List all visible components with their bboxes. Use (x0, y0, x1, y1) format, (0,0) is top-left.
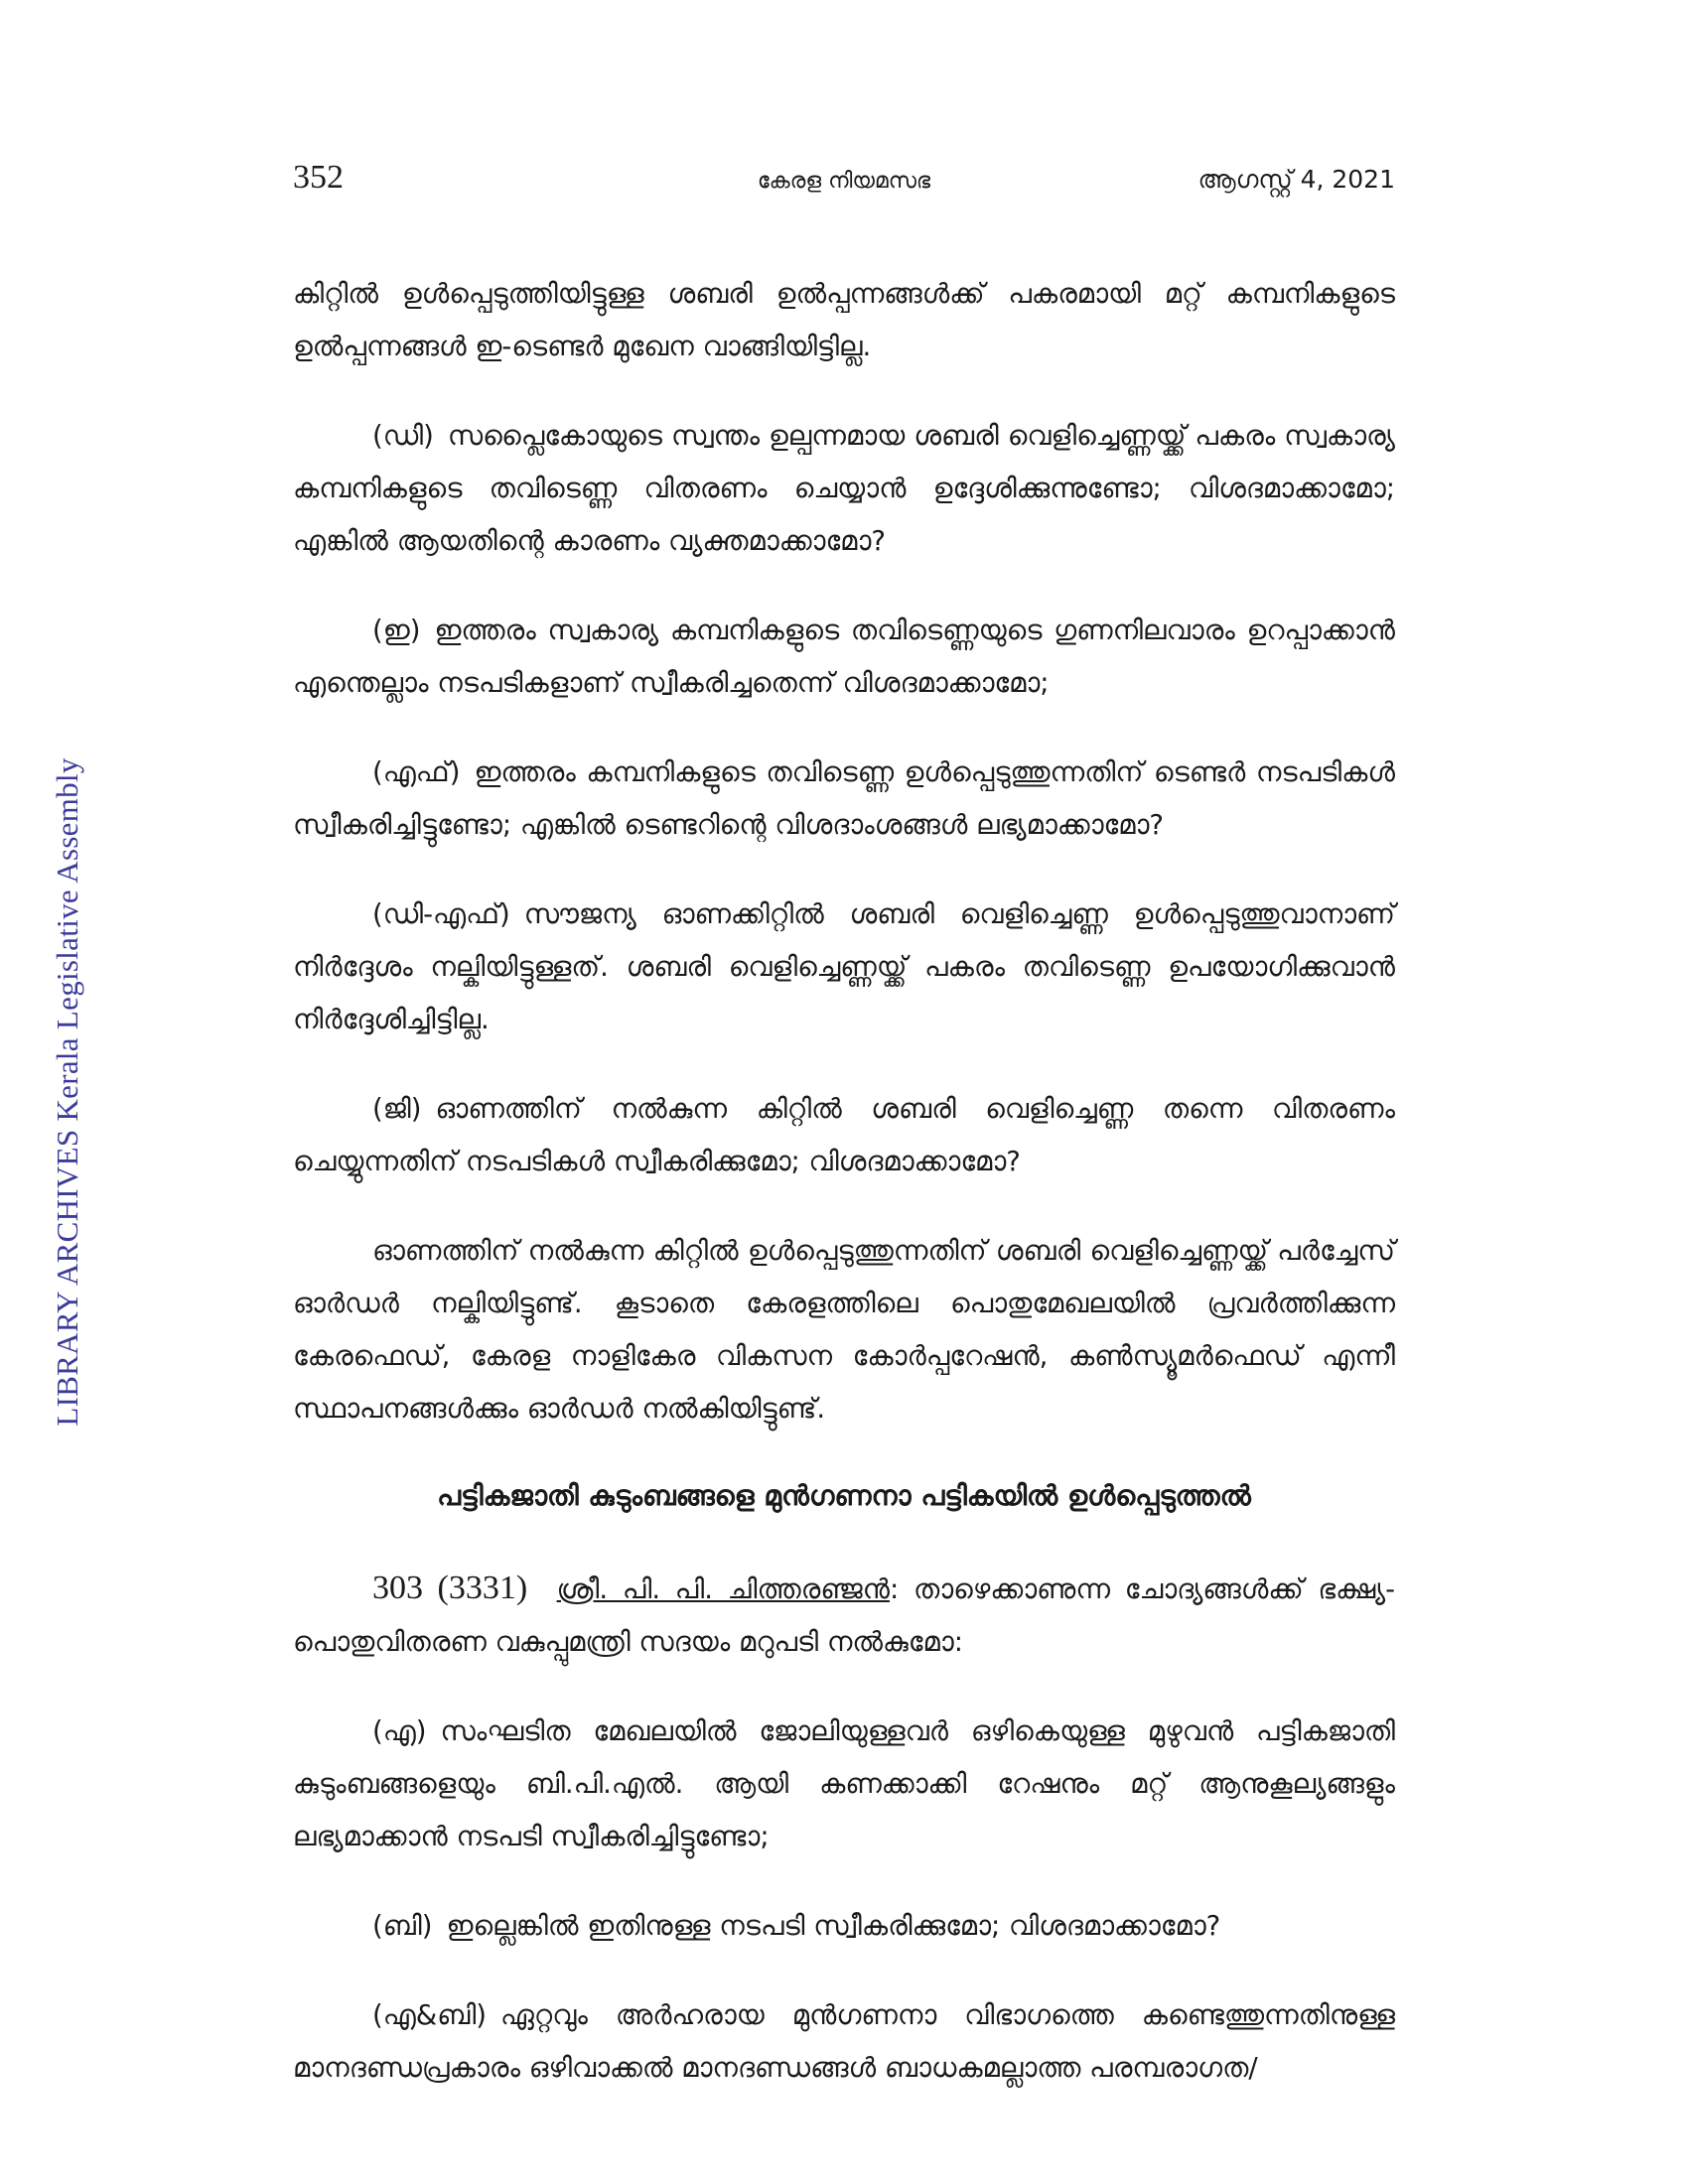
header-date: ആഗസ്റ്റ് 4, 2021 (1197, 165, 1395, 194)
item-label: (ഡി-എഫ്) (372, 898, 510, 930)
answer-paragraph (293, 268, 1395, 373)
question-e (293, 605, 1395, 710)
paragraph-text: കിറ്റിൽ ഉൾപ്പെടുത്തിയിട്ടുള്ള ശബരി ഉൽപ്പന്നങ്ങൾക്ക് പകരമായി മറ്റ് കമ്പനികളുടെ ഉൽപ്പന്നങ്ങൾ ഇ-ടെണ്ടർ മുഖേന വാങ്ങിയിട്ടില്ല. (293, 278, 1395, 362)
section-heading: പട്ടികജാതി കുടുംബങ്ങളെ മുൻഗണനാ പട്ടികയിൽ ഉൾപ്പെടുത്തൽ (437, 1479, 1251, 1512)
archive-watermark: LIBRARY ARCHIVES Kerala Legislative Assembly (50, 757, 84, 1427)
item-label: (എഫ്) (372, 756, 461, 788)
question-a (293, 1706, 1395, 1863)
page-number: 352 (293, 159, 344, 196)
paragraph-text: ഏറ്റവും അർഹരായ മുൻഗണനാ വിഭാഗത്തെ കണ്ടെത്തുന്നതിനുള്ള മാനദണ്ഡപ്രകാരം ഒഴിവാക്കൽ മാനദണ്ഡങ്ങൾ ബാധകമല്ലാത്ത പരമ്പരാഗത/ (293, 1999, 1395, 2084)
item-label: (ഇ) (372, 614, 421, 646)
item-label: (ഡി) (372, 420, 434, 452)
question-d (293, 410, 1395, 568)
question-b (293, 1900, 1395, 1953)
item-label: (ജി) (372, 1093, 422, 1125)
paragraph-text: സംഘടിത മേഖലയിൽ ജോലിയുള്ളവർ ഒഴികെയുള്ള മുഴുവൻ പട്ടികജാതി കുടുംബങ്ങളെയും ബി.പി.എൽ. ആയി കണക്കാക്കി റേഷനും മറ്റ് ആനുകൂല്യങ്ങളും ലഭ്യമാക്കാൻ നടപടി സ്വീകരിച്ചിട്ടുണ്ടോ; (293, 1715, 1395, 1852)
item-label: (എ&ബി) (372, 1999, 488, 2031)
page-header (293, 159, 1395, 208)
paragraph-text: ഇത്തരം സ്വകാര്യ കമ്പനികളുടെ തവിടെണ്ണയുടെ ഗുണനിലവാരം ഉറപ്പാക്കാൻ എന്തെല്ലാം നടപടികളാണ് സ്വീകരിച്ചതെന്ന് വിശദമാക്കാമോ; (293, 614, 1395, 699)
paragraph-text: സപ്ലൈകോയുടെ സ്വന്തം ഉല്പന്നമായ ശബരി വെളിച്ചെണ്ണയ്ക്ക് പകരം സ്വകാര്യ കമ്പനികളുടെ തവിടെണ്ണ വിതരണം ചെയ്യാൻ ഉദ്ദേശിക്കുന്നുണ്ടോ; വിശദമാക്കാമോ; എങ്കിൽ ആയതിന്റെ കാരണം വ്യക്തമാക്കാമോ? (293, 420, 1395, 557)
paragraph-text: ഇത്തരം കമ്പനികളുടെ തവിടെണ്ണ ഉൾപ്പെടുത്തുന്നതിന് ടെണ്ടർ നടപടികൾ സ്വീകരിച്ചിട്ടുണ്ടോ; എങ്കിൽ ടെണ്ടറിന്റെ വിശദാംശങ്ങൾ ലഭ്യമാക്കാമോ? (293, 756, 1395, 841)
question-intro-text: : താഴെക്കാണുന്ന ചോദ്യങ്ങൾക്ക് ഭക്ഷ്യ-പൊതുവിതരണ വകുപ്പുമന്ത്രി സദയം മറുപടി നൽകുമോ: (293, 1573, 1395, 1658)
answer-d-f (293, 888, 1395, 1046)
paragraph-text: ഓണത്തിന് നൽകുന്ന കിറ്റിൽ ഉൾപ്പെടുത്തുന്നതിന് ശബരി വെളിച്ചെണ്ണയ്ക്ക് പർച്ചേസ് ഓർഡർ നല്കിയിട്ടുണ്ട്. കൂടാതെ കേരളത്തിലെ പൊതുമേഖലയിൽ പ്രവർത്തിക്കുന്ന കേരഫെഡ്, കേരള നാളികേര വികസന കോർപ്പറേഷൻ, കൺസ്യൂമർഫെഡ് എന്നീ സ്ഥാപനങ്ങൾക്കും ഓർഡർ നൽകിയിട്ടുണ്ട്. (293, 1235, 1395, 1425)
question-g (293, 1083, 1395, 1188)
question-f (293, 747, 1395, 852)
answer-a-b (293, 1989, 1395, 2095)
item-label: (എ) (372, 1715, 427, 1747)
question-number: 303 (3331) (372, 1570, 528, 1606)
paragraph-text: ഓണത്തിന് നൽകുന്ന കിറ്റിൽ ശബരി വെളിച്ചെണ്ണ തന്നെ വിതരണം ചെയ്യുന്നതിന് നടപടികൾ സ്വീകരിക്കുമോ; വിശദമാക്കാമോ? (293, 1093, 1395, 1177)
document-body (293, 268, 1395, 2131)
paragraph-text: ഇല്ലെങ്കിൽ ഇതിനുള്ള നടപടി സ്വീകരിക്കുമോ; വിശദമാക്കാമോ? (446, 1910, 1221, 1942)
paragraph-text: സൗജന്യ ഓണക്കിറ്റിൽ ശബരി വെളിച്ചെണ്ണ ഉൾപ്പെടുത്തുവാനാണ് നിർദ്ദേശം നല്കിയിട്ടുള്ളത്. ശബരി വെളിച്ചെണ്ണയ്ക്ക് പകരം തവിടെണ്ണ ഉപയോഗിക്കുവാൻ നിർദ്ദേശിച്ചിട്ടില്ല. (293, 898, 1395, 1035)
running-title: കേരള നിയമസഭ (757, 169, 931, 194)
answer-g (293, 1225, 1395, 1435)
item-label: (ബി) (372, 1910, 433, 1942)
member-name: ശ്രീ. പി. പി. ചിത്തരഞ്ജൻ (556, 1573, 890, 1605)
question-intro (293, 1562, 1395, 1669)
